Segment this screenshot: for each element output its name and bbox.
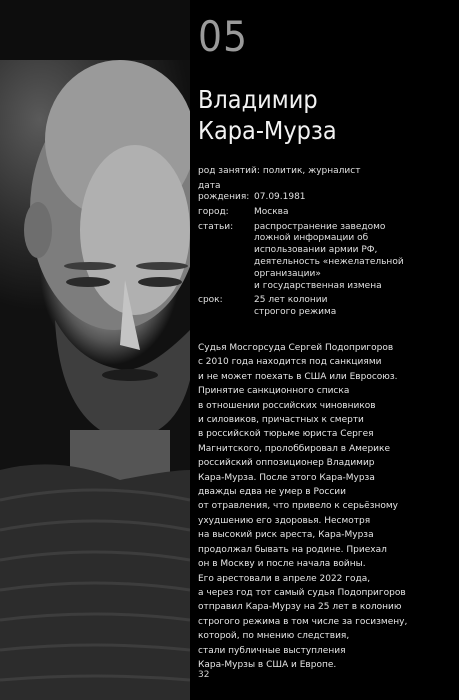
body-line: в российской тюрьме юриста Сергея	[198, 429, 374, 440]
body-line: ухудшению его здоровья. Несмотря	[198, 515, 371, 526]
body-text	[198, 341, 453, 672]
body-line: от отравления, что привело к серьёзному	[198, 501, 399, 512]
fact-value-line: ложной информации об	[254, 233, 369, 244]
body-line: российский оппозиционер Владимир	[198, 458, 375, 469]
page-number: 32	[198, 670, 210, 680]
body-line: в отношении российских чиновников	[198, 400, 376, 411]
fact-value: Москва	[254, 206, 289, 217]
body-line: продолжал бывать на родине. Приехал	[198, 544, 387, 555]
fact-label: статьи:	[198, 221, 234, 232]
fact-birthdate	[198, 181, 448, 205]
fact-city	[198, 207, 448, 219]
fact-value-line: организации»	[254, 268, 321, 279]
fact-label: срок:	[198, 295, 223, 306]
fact-value-line: распространение заведомо	[254, 221, 386, 232]
fact-value	[254, 222, 448, 293]
body-line: строгого режима в том числе за госизмену,	[198, 616, 408, 627]
body-line: дважды едва не умер в России	[198, 487, 346, 498]
body-line: Его арестовали в апреле 2022 года,	[198, 573, 371, 584]
fact-label-line: дата	[198, 180, 221, 191]
body-line: Магнитского, пролоббировал в Америке	[198, 443, 390, 454]
body-line: а через год тот самый судья Подопригоров	[198, 587, 406, 598]
person-name-first: Владимир	[198, 85, 318, 114]
fact-value: политик, журналист	[262, 166, 361, 176]
fact-value-line: строгого режима	[254, 306, 337, 317]
body-line: которой, по мнению следствия,	[198, 631, 350, 642]
fact-value-line: деятельность «нежелательной	[254, 256, 404, 267]
person-name	[198, 84, 337, 146]
body-line: стали публичные выступления	[198, 645, 346, 656]
body-line: Принятие санкционного списка	[198, 386, 350, 397]
portrait-illustration	[0, 0, 190, 700]
fact-label: род занятий:	[198, 166, 260, 176]
body-line: с 2010 года находится под санкциями	[198, 357, 382, 368]
body-line: отправил Кара-Мурзу на 25 лет в колонию	[198, 602, 402, 613]
fact-label: город:	[198, 206, 229, 217]
body-line: Кара-Мурзы в США и Европе.	[198, 659, 337, 670]
fact-value-line: 07.09.1981	[254, 192, 306, 203]
fact-value-line: и государственная измена	[254, 280, 382, 291]
portrait-photo	[0, 0, 190, 700]
fact-value	[254, 181, 448, 205]
body-line: Судья Мосгорсуда Сергей Подопригоров	[198, 343, 394, 353]
fact-label	[198, 181, 254, 205]
entry-number: 05	[198, 12, 249, 61]
fact-label-line: рождения:	[198, 192, 250, 203]
fact-articles	[198, 222, 448, 293]
body-line: на высокий риск ареста, Кара-Мурза	[198, 530, 374, 541]
fact-sentence	[198, 295, 448, 319]
body-line: Кара-Мурза. После этого Кара-Мурза	[198, 472, 375, 483]
fact-value-line: 25 лет колонии	[254, 295, 328, 306]
facts-list	[198, 166, 448, 322]
body-line: он в Москву и после начала войны.	[198, 559, 366, 570]
fact-occupation	[198, 166, 448, 178]
fact-value-line: использовании армии РФ,	[254, 245, 378, 256]
body-line: и силовиков, причастных к смерти	[198, 415, 364, 426]
body-line: и не может поехать в США или Евросоюз.	[198, 371, 398, 382]
fact-value	[254, 295, 448, 319]
person-name-last: Кара-Мурза	[198, 116, 337, 145]
